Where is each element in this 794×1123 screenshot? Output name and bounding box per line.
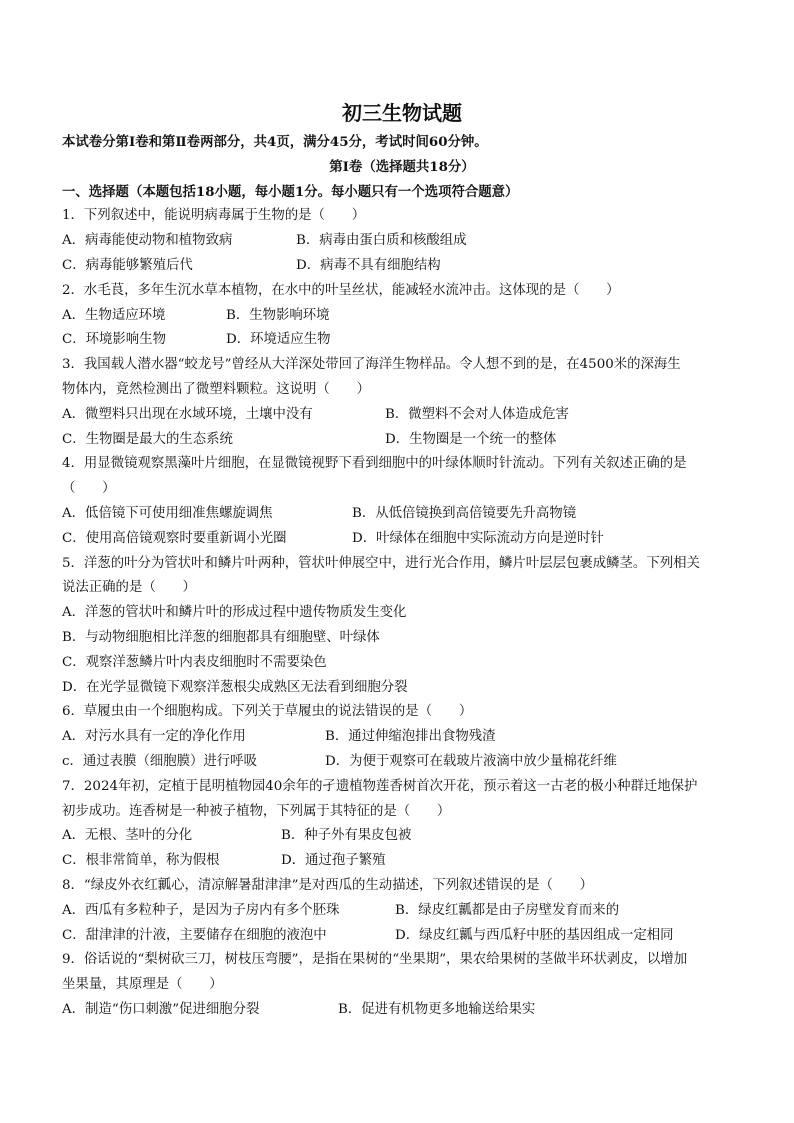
question-1-option-b: B．病毒由蛋白质和核酸组成 bbox=[296, 233, 467, 249]
question-7-option-d: D．通过孢子繁殖 bbox=[281, 853, 386, 869]
question-5-option-c: C．观察洋葱鳞片叶内表皮细胞时不需要染色 bbox=[62, 654, 327, 670]
question-3-options-row1 bbox=[62, 403, 742, 428]
question-7-option-b: B．种子外有果皮包被 bbox=[281, 828, 412, 844]
question-6-options-row2 bbox=[62, 750, 742, 775]
question-7-option-a: A．无根、茎叶的分化 bbox=[62, 828, 193, 844]
question-2-option-a: A．生物适应环境 bbox=[62, 307, 166, 323]
question-8-option-a: A．西瓜有多粒种子，是因为子房内有多个胚珠 bbox=[62, 902, 340, 918]
question-2-options-row2 bbox=[62, 328, 742, 353]
question-1-option-d: D．病毒不具有细胞结构 bbox=[296, 257, 441, 273]
question-2-option-c: C．环境影响生物 bbox=[62, 332, 166, 348]
question-6-option-a: A．对污水具有一定的净化作用 bbox=[62, 729, 246, 745]
question-9-stem-line1: 9．俗话说的“梨树砍三刀，树枝压弯腰”，是指在果树的“坐果期”，果农给果树的茎做半环状剥皮，以增加 bbox=[62, 952, 688, 968]
question-5-option-b: B．与动物细胞相比洋葱的细胞都具有细胞壁、叶绿体 bbox=[62, 629, 380, 645]
question-4-option-b: B．从低倍镜换到高倍镜要先升高物镜 bbox=[352, 505, 577, 521]
question-8-option-c: C．甜津津的汁液，主要储存在细胞的液泡中 bbox=[62, 927, 327, 943]
question-9-option-a: A．制造“伤口刺激”促进细胞分裂 bbox=[62, 1001, 260, 1017]
question-7-options-row2 bbox=[62, 849, 742, 874]
question-3-option-b: B．微塑料不会对人体造成危害 bbox=[385, 406, 569, 422]
question-3-stem-line2: 物体内，竟然检测出了微塑料颗粒。这说明（ ） bbox=[62, 381, 370, 397]
question-6-options-row1 bbox=[62, 725, 742, 750]
question-4-stem-line1: 4．用显微镜观察黑藻叶片细胞，在显微镜视野下看到细胞中的叶绿体顺时针流动。下列有关叙述正确的是 bbox=[62, 456, 687, 472]
question-4-option-c: C．使用高倍镜观察时要重新调小光圈 bbox=[62, 530, 287, 546]
question-2-option-b: B．生物影响环境 bbox=[226, 307, 330, 323]
part-heading: 第Ⅰ卷（选择题共18分） bbox=[329, 158, 475, 175]
question-3-option-d: D．生物圈是一个统一的整体 bbox=[385, 431, 557, 447]
question-4-options-row2 bbox=[62, 527, 742, 552]
question-5-option-a: A．洋葱的管状叶和鳞片叶的形成过程中遗传物质发生变化 bbox=[62, 605, 407, 621]
question-1-option-a: A．病毒能使动物和植物致病 bbox=[62, 233, 233, 249]
section-heading: 一、选择题（本题包括18小题，每小题1分。每小题只有一个选项符合题意） bbox=[62, 183, 519, 200]
question-7-options-row1 bbox=[62, 824, 742, 849]
question-4-stem-line2: （ ） bbox=[62, 481, 116, 497]
question-8-option-d: D．绿皮红瓤与西瓜籽中胚的基因组成一定相同 bbox=[395, 927, 674, 943]
question-8-options-row2 bbox=[62, 924, 742, 949]
question-8-stem: 8．“绿皮外衣红瓤心，清凉解暑甜津津”是对西瓜的生动描述，下列叙述错误的是（ ） bbox=[62, 877, 594, 893]
question-9-stem-line2: 坐果量，其原理是（ ） bbox=[62, 977, 223, 993]
question-5-stem-line2: 说法正确的是（ ） bbox=[62, 580, 196, 596]
question-3-options-row2 bbox=[62, 428, 742, 453]
question-7-stem-line1: 7．2024年初，定植于昆明植物园40余年的孑遗植物莲香树首次开花，预示着这一古老的极小种群迁地保护 bbox=[62, 778, 698, 794]
question-5-option-d: D．在光学显微镜下观察洋葱根尖成熟区无法看到细胞分裂 bbox=[62, 679, 408, 695]
exam-intro: 本试卷分第Ⅰ卷和第Ⅱ卷两部分，共4页，满分45分，考试时间60分钟。 bbox=[62, 134, 488, 150]
question-4-options-row1 bbox=[62, 502, 742, 527]
question-6-option-c: c．通过表膜（细胞膜）进行呼吸 bbox=[62, 753, 257, 769]
question-4-option-d: D．叶绿体在细胞中实际流动方向是逆时针 bbox=[352, 530, 604, 546]
question-6-stem: 6．草履虫由一个细胞构成。下列关于草履虫的说法错误的是（ ） bbox=[62, 704, 473, 720]
question-4-option-a: A．低倍镜下可使用细准焦螺旋调焦 bbox=[62, 505, 273, 521]
question-7-option-c: C．根非常简单，称为假根 bbox=[62, 853, 220, 869]
page-title: 初三生物试题 bbox=[342, 101, 462, 125]
question-9-options-row1 bbox=[62, 998, 742, 1023]
question-1-option-c: C．病毒能够繁殖后代 bbox=[62, 257, 193, 273]
question-6-option-d: D．为便于观察可在载玻片液滴中放少量棉花纤维 bbox=[325, 753, 617, 769]
question-3-option-c: C．生物圈是最大的生态系统 bbox=[62, 431, 233, 447]
question-2-stem: 2．水毛茛，多年生沉水草本植物，在水中的叶呈丝状，能减轻水流冲击。这体现的是（ ） bbox=[62, 282, 620, 298]
question-1-options-row2 bbox=[62, 254, 742, 279]
question-8-option-b: B．绿皮红瓤都是由子房壁发育而来的 bbox=[395, 902, 620, 918]
question-3-option-a: A．微塑料只出现在水域环境，土壤中没有 bbox=[62, 406, 313, 422]
question-9-option-b: B．促进有机物更多地输送给果实 bbox=[338, 1001, 536, 1017]
question-2-option-d: D．环境适应生物 bbox=[226, 332, 331, 348]
question-1-options-row1 bbox=[62, 229, 742, 254]
question-1-stem: 1．下列叙述中，能说明病毒属于生物的是（ ） bbox=[62, 208, 366, 224]
question-7-stem-line2: 初步成功。连香树是一种被子植物，下列属于其特征的是（ ） bbox=[62, 803, 451, 819]
exam-page bbox=[62, 96, 742, 1023]
question-5-stem-line1: 5．洋葱的叶分为管状叶和鳞片叶两种，管状叶伸展空中，进行光合作用，鳞片叶层层包裹成鳞茎。下列相关 bbox=[62, 555, 700, 571]
question-6-option-b: B．通过伸缩泡排出食物残渣 bbox=[325, 729, 496, 745]
question-3-stem-line1: 3．我国载人潜水器“蛟龙号”曾经从大洋深处带回了海洋生物样品。令人想不到的是，在4500米的深海生 bbox=[62, 357, 681, 373]
question-8-options-row1 bbox=[62, 899, 742, 924]
question-2-options-row1 bbox=[62, 304, 742, 329]
